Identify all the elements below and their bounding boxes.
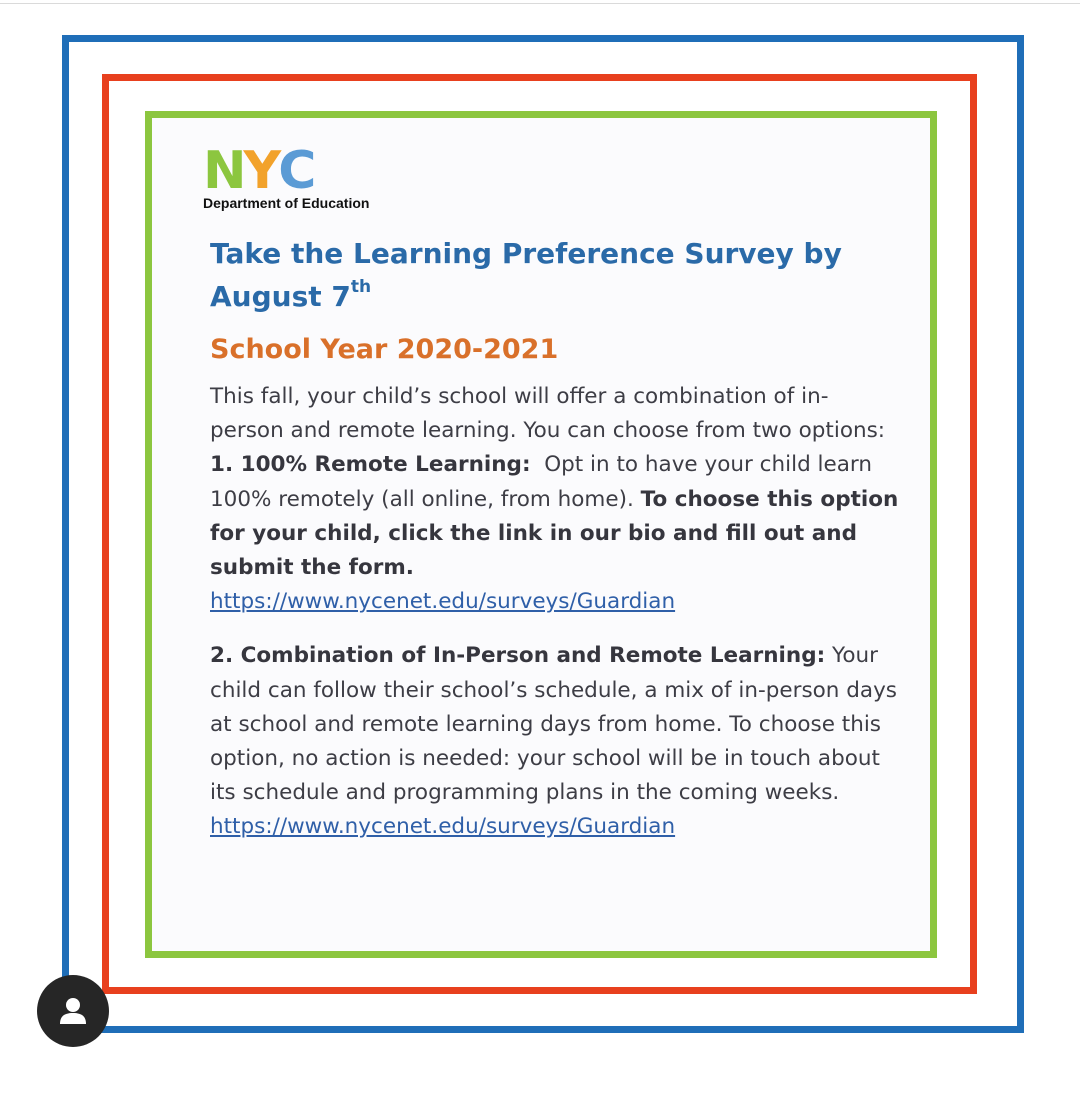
person-icon (56, 994, 90, 1028)
intro-text: This fall, your child’s school will offer a combination of in-person and remote learning. You can choose from two options: (210, 384, 886, 444)
option-2-block (210, 639, 900, 844)
option-1-survey-link[interactable]: https://www.nycenet.edu/surveys/Guardian (210, 589, 676, 615)
option-1-block (210, 380, 900, 619)
title-superscript: th (350, 277, 372, 297)
option-1-instruction: To choose this option for your child, click the link in our bio and fill out and submit the form. (210, 486, 899, 581)
nyc-logo-mark (203, 141, 369, 201)
logo-letter-y: Y (243, 141, 279, 201)
logo-letter-n: N (203, 141, 244, 201)
option-2-description: Your child can follow their school’s schedule, a mix of in-person days at school and remote learning days from home. To choose this option, no action is needed: your school will be in touch about its schedule and programming plans in the coming weeks. (210, 643, 898, 806)
school-year-heading: School Year 2020-2021 (210, 334, 559, 365)
option-1-description: Opt in to have your child learn 100% remotely (all online, from home). (210, 452, 873, 512)
logo-subtitle: Department of Education (203, 195, 370, 211)
flyer-content (210, 232, 900, 845)
option-2-label: 2. Combination of In-Person and Remote Learning: (210, 643, 826, 669)
logo-letter-c: C (278, 141, 314, 201)
option-1-label: 1. 100% Remote Learning: (210, 452, 531, 478)
top-divider (0, 3, 1080, 4)
user-tag-avatar-button[interactable] (37, 975, 109, 1047)
option-2-survey-link[interactable]: https://www.nycenet.edu/surveys/Guardian (210, 814, 676, 840)
title-text: Take the Learning Preference Survey by August 7 (210, 237, 842, 313)
nyc-doe-logo (203, 141, 370, 211)
page-title (210, 232, 900, 318)
